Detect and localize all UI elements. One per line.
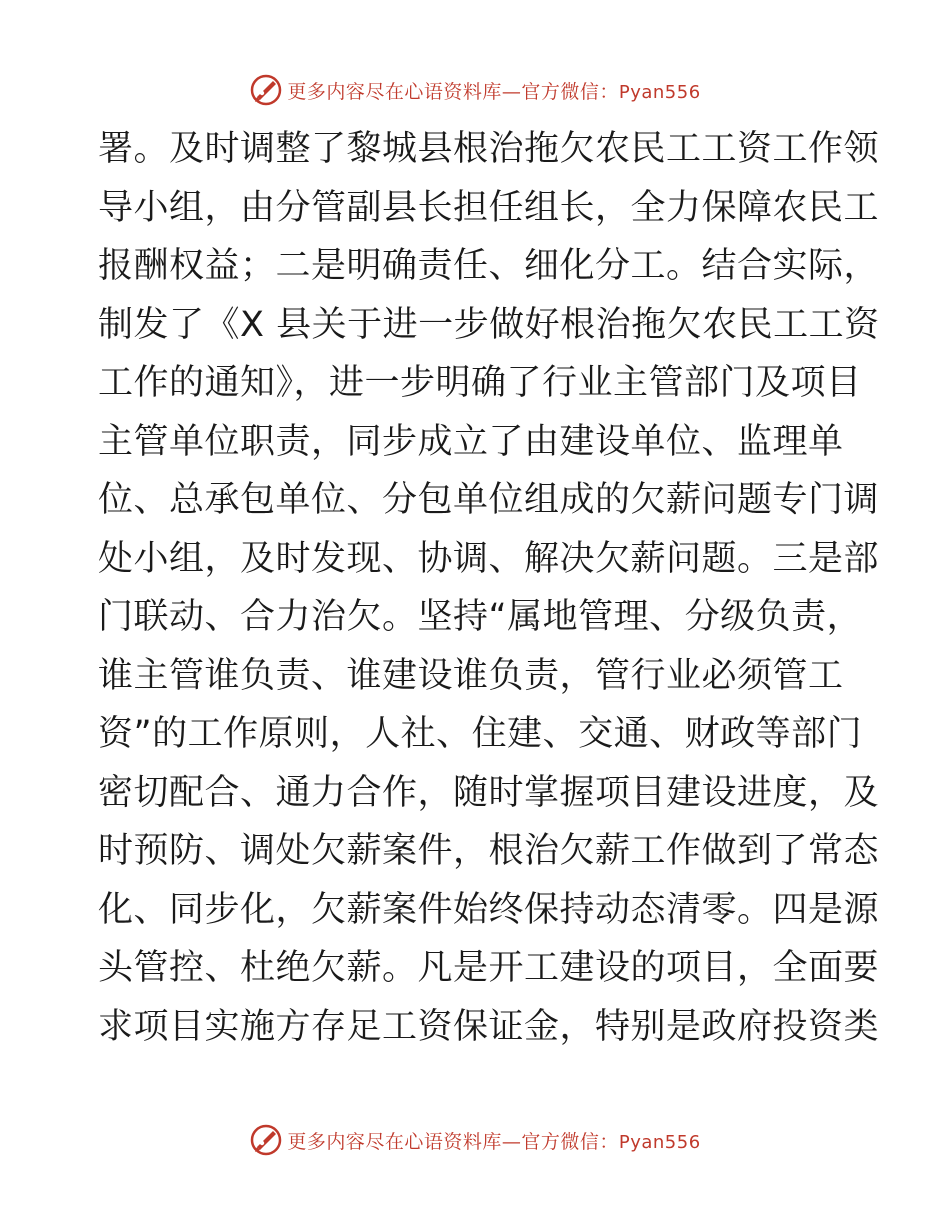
header-wechat-label: 官方微信： [521,80,619,103]
body-line: 资”的工作原则，人社、住建、交通、财政等部门 [98,714,863,754]
body-line: 主管单位职责，同步成立了由建设单位、监理单 [98,421,844,462]
body-line: 谁主管谁负责、谁建设谁负责，管行业必须管工 [98,655,844,696]
footer-wechat-id: Pyan556 [618,1131,701,1153]
footer-banner [0,1122,950,1158]
footer-banner-text [287,1127,700,1154]
header-banner-text [287,77,700,104]
body-line: 时预防、调处欠薪案件，根治欠薪工作做到了常态 [98,831,880,871]
body-line: 导小组，由分管副县长担任组长，全力保障农民工 [98,187,880,228]
header-banner-inner [249,73,700,107]
document-body [98,120,880,1056]
header-banner-separator: — [501,80,522,103]
footer-banner-title: 更多内容尽在心语资料库 [287,1130,502,1153]
brand-logo-icon [249,1123,283,1157]
body-line: 求项目实施方存足工资保证金，特别是政府投资类 [98,1006,880,1047]
header-banner-title: 更多内容尽在心语资料库 [287,80,502,103]
body-line: 门联动、合力治欠。坚持“属地管理、分级负责， [98,597,863,637]
header-wechat-id: Pyan556 [618,81,701,103]
footer-wechat-label: 官方微信： [521,1130,619,1153]
footer-banner-inner [249,1123,700,1157]
body-line: 头管控、杜绝欠薪。凡是开工建设的项目，全面要 [98,948,880,988]
body-line: 密切配合、通力合作，随时掌握项目建设进度，及 [98,772,880,813]
footer-banner-separator: — [501,1130,522,1153]
body-line: 化、同步化，欠薪案件始终保持动态清零。四是源 [98,889,880,930]
body-line: 工作的通知》，进一步明确了行业主管部门及项目 [98,363,862,403]
body-line: 位、总承包单位、分包单位组成的欠薪问题专门调 [98,480,880,520]
body-line: 处小组，及时发现、协调、解决欠薪问题。三是部 [98,538,880,579]
header-banner [0,72,950,108]
body-line: 制发了《X 县关于进一步做好根治拖欠农民工工资 [98,304,880,345]
brand-logo-icon [249,73,283,107]
body-line: 报酬权益；二是明确责任、细化分工。结合实际， [98,246,880,286]
body-line: 署。及时调整了黎城县根治拖欠农民工工资工作领 [98,129,880,169]
